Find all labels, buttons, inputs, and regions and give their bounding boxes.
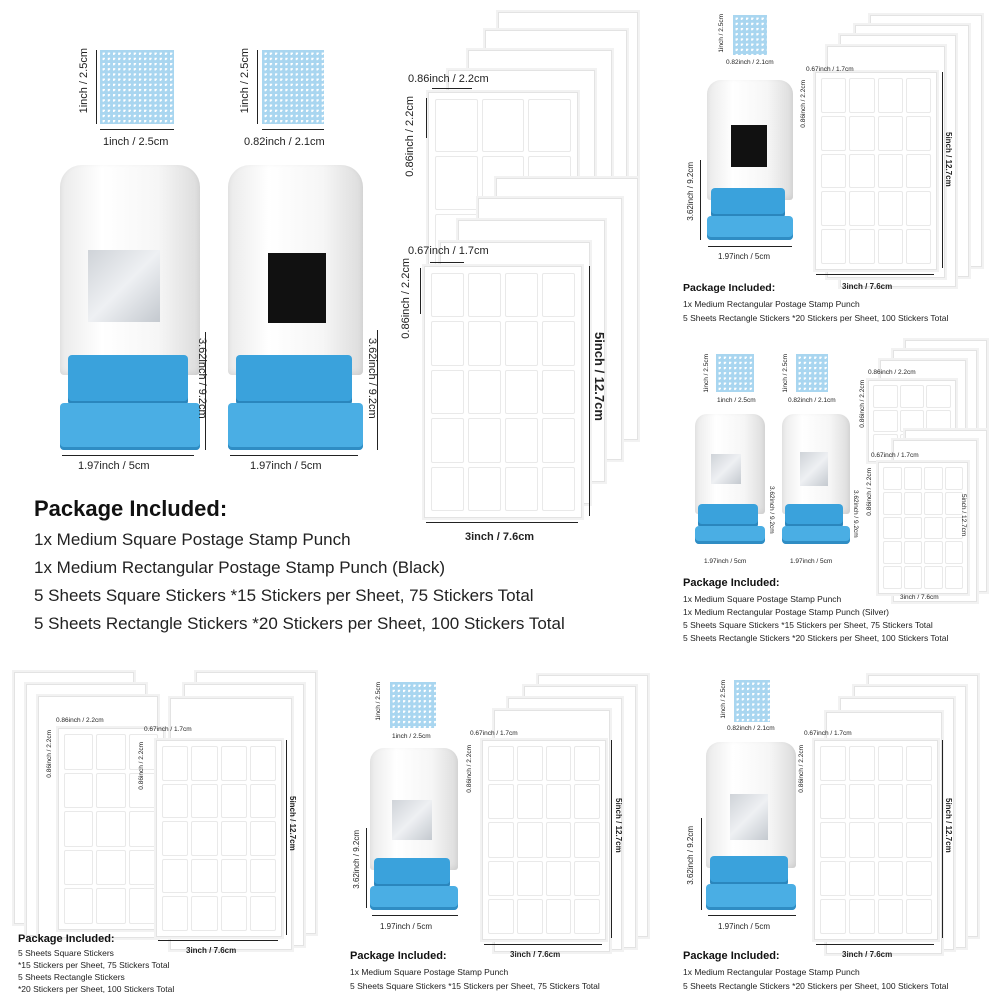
rectangle-sticker-sheet — [878, 462, 968, 594]
punch-width-label: 1.97inch / 5cm — [718, 252, 771, 261]
rect-punch-shape — [268, 253, 326, 323]
package-title: Package Included: — [683, 577, 780, 589]
rectangular-punch-silver — [706, 742, 796, 910]
dim-line — [372, 915, 458, 916]
rect-sheet-width-label: 3inch / 7.6cm — [510, 950, 561, 959]
rect-stamp-sample — [734, 680, 770, 722]
rectangle-sticker-sheet — [814, 740, 938, 940]
package-line: 5 Sheets Rectangle Stickers *20 Stickers per Sheet, 100 Stickers Total — [683, 313, 949, 323]
rectangle-sticker-sheet — [424, 266, 582, 518]
package-line: 1x Medium Square Postage Stamp Punch — [34, 530, 351, 549]
dim-line — [230, 455, 358, 456]
punch-height-label: 3.62inch / 9.2cm — [686, 162, 695, 221]
punch-width-label: 1.97inch / 5cm — [718, 922, 771, 931]
rect-sheet-height-label: 5inch / 12.7cm — [960, 494, 967, 537]
dim-line — [420, 268, 421, 314]
rect-stamp-sample — [796, 354, 828, 392]
dim-line — [432, 88, 472, 89]
package-line: 5 Sheets Square Stickers — [18, 948, 114, 958]
package-title: Package Included: — [683, 950, 780, 962]
stamp1-width-label: 1inch / 2.5cm — [103, 136, 169, 148]
dim-line — [430, 262, 464, 263]
rect-stamp-sample — [733, 15, 767, 55]
rect-cell-width-label: 0.67inch / 1.7cm — [804, 730, 852, 737]
square-stamp-sample — [716, 354, 754, 392]
stamp-height-label: 1inch / 2.5cm — [720, 680, 727, 719]
dim-line — [100, 129, 174, 130]
package-line: 5 Sheets Square Stickers *15 Stickers per Sheet, 75 Stickers Total — [34, 586, 534, 605]
dim-line — [426, 98, 427, 138]
punch-height-label: 3.62inch / 9.2cm — [352, 830, 361, 889]
punch-height-label: 3.62inch / 9.2cm — [686, 826, 695, 885]
rect-sheet-width-label: 3inch / 7.6cm — [465, 531, 535, 543]
dim-line — [942, 72, 943, 268]
rectangular-punch-black — [707, 80, 793, 240]
package-line: 5 Sheets Rectangle Stickers *20 Stickers per Sheet, 100 Stickers Total — [683, 981, 949, 991]
stamp-width-label: 0.82inch / 2.1cm — [726, 59, 774, 66]
square-cell-width-label: 0.86inch / 2.2cm — [868, 369, 916, 376]
rect-cell-width-label: 0.67inch / 1.7cm — [871, 452, 919, 459]
rect-cell-height-label: 0.86inch / 2.2cm — [798, 745, 805, 793]
square-stamp-sample — [100, 50, 174, 124]
punch1-height-label: 3.62inch / 9.2cm — [196, 338, 208, 419]
dim-line — [62, 455, 194, 456]
rect-cell-height-label: 0.86inch / 2.2cm — [138, 742, 145, 790]
rect-cell-width-label: 0.67inch / 1.7cm — [806, 66, 854, 73]
package-title: Package Included: — [350, 950, 447, 962]
package-title: Package Included: — [683, 282, 776, 294]
stamp2-width-label: 0.82inch / 2.1cm — [244, 136, 325, 148]
dim-line — [262, 129, 324, 130]
rectangular-punch-silver — [782, 414, 850, 544]
rectangle-sticker-sheet — [156, 740, 282, 937]
square-punch — [60, 165, 200, 450]
dim-line — [942, 740, 943, 938]
dim-line — [708, 246, 792, 247]
dim-line — [700, 160, 701, 240]
punch1-height-label: 3.62inch / 9.2cm — [768, 486, 775, 534]
square-sticker-sheet — [58, 728, 164, 930]
rectangle-sticker-sheet — [815, 72, 937, 270]
square-cell-width-label: 0.86inch / 2.2cm — [408, 73, 489, 85]
rect-cell-height-label: 0.86inch / 2.2cm — [400, 258, 412, 339]
punch2-height-label: 3.62inch / 9.2cm — [366, 338, 378, 419]
square-punch — [370, 748, 458, 910]
rect-sheet-height-label: 5inch / 12.7cm — [944, 132, 953, 187]
punch1-width-label: 1.97inch / 5cm — [704, 558, 747, 565]
package-title: Package Included: — [18, 933, 115, 945]
stamp1-height-label: 1inch / 2.5cm — [78, 48, 90, 114]
stamp1-height-label: 1inch / 2.5cm — [703, 354, 710, 393]
dim-line — [366, 828, 367, 908]
rect-sheet-width-label: 3inch / 7.6cm — [900, 594, 939, 601]
package-title: Package Included: — [34, 496, 228, 521]
package-line: *15 Stickers per Sheet, 75 Stickers Total — [18, 960, 170, 970]
square-punch — [695, 414, 765, 544]
square-cell-width-label: 0.86inch / 2.2cm — [56, 717, 104, 724]
rect-sheet-height-label: 5inch / 12.7cm — [944, 798, 953, 853]
dim-line — [484, 944, 602, 945]
package-line: 5 Sheets Rectangle Stickers — [18, 972, 125, 982]
rect-sheet-height-label: 5inch / 12.7cm — [288, 796, 297, 851]
package-line: 1x Medium Rectangular Postage Stamp Punch (Silver) — [683, 607, 889, 617]
rect-sheet-height-label: 5inch / 12.7cm — [614, 798, 623, 853]
rect-cell-width-label: 0.67inch / 1.7cm — [408, 245, 489, 257]
punch1-width-label: 1.97inch / 5cm — [78, 460, 150, 472]
dim-line — [286, 740, 287, 935]
package-line: 1x Medium Rectangular Postage Stamp Punch — [683, 299, 860, 309]
square-cell-height-label: 0.86inch / 2.2cm — [404, 96, 416, 177]
square-stamp-sample — [390, 682, 436, 728]
rectangle-sticker-sheet — [482, 740, 606, 940]
dim-line — [816, 274, 934, 275]
package-line: 1x Medium Square Postage Stamp Punch — [683, 594, 842, 604]
package-line: 5 Sheets Rectangle Stickers *20 Stickers per Sheet, 100 Stickers Total — [683, 633, 949, 643]
square-cell-height-label: 0.86inch / 2.2cm — [46, 730, 53, 778]
package-line: *20 Stickers per Sheet, 100 Stickers Total — [18, 984, 175, 994]
punch2-width-label: 1.97inch / 5cm — [790, 558, 833, 565]
dim-line — [589, 266, 590, 516]
square-cell-height-label: 0.86inch / 2.2cm — [859, 380, 866, 428]
stamp1-width-label: 1inch / 2.5cm — [717, 397, 756, 404]
package-line: 5 Sheets Square Stickers *15 Stickers per Sheet, 75 Stickers Total — [683, 620, 933, 630]
dim-line — [611, 740, 612, 938]
rect-cell-height-label: 0.86inch / 2.2cm — [800, 80, 807, 128]
stamp-width-label: 1inch / 2.5cm — [392, 733, 431, 740]
dim-line — [708, 915, 796, 916]
rect-sheet-width-label: 3inch / 7.6cm — [842, 282, 893, 291]
square-punch-shape — [88, 250, 160, 322]
punch2-height-label: 3.62inch / 9.2cm — [852, 490, 859, 538]
rect-sheet-width-label: 3inch / 7.6cm — [186, 946, 237, 955]
dim-line — [158, 940, 278, 941]
stamp-height-label: 1inch / 2.5cm — [375, 682, 382, 721]
stamp-height-label: 1inch / 2.5cm — [718, 14, 725, 53]
dim-line — [257, 50, 258, 124]
rect-stamp-sample — [262, 50, 324, 124]
dim-line — [426, 522, 578, 523]
package-line: 1x Medium Rectangular Postage Stamp Punch — [683, 967, 860, 977]
stamp-width-label: 0.82inch / 2.1cm — [727, 725, 775, 732]
dim-line — [96, 50, 97, 124]
package-line: 1x Medium Rectangular Postage Stamp Punch (Black) — [34, 558, 446, 577]
punch-width-label: 1.97inch / 5cm — [380, 922, 433, 931]
rect-cell-width-label: 0.67inch / 1.7cm — [144, 726, 192, 733]
package-line: 5 Sheets Rectangle Stickers *20 Stickers per Sheet, 100 Stickers Total — [34, 614, 565, 633]
punch2-width-label: 1.97inch / 5cm — [250, 460, 322, 472]
rectangular-punch-black — [228, 165, 363, 450]
rect-cell-height-label: 0.86inch / 2.2cm — [866, 468, 873, 516]
package-line: 1x Medium Square Postage Stamp Punch — [350, 967, 509, 977]
rect-cell-width-label: 0.67inch / 1.7cm — [470, 730, 518, 737]
package-line: 5 Sheets Square Stickers *15 Stickers per Sheet, 75 Stickers Total — [350, 981, 600, 991]
rect-cell-height-label: 0.86inch / 2.2cm — [466, 745, 473, 793]
dim-line — [816, 944, 934, 945]
dim-line — [701, 818, 702, 910]
stamp2-height-label: 1inch / 2.5cm — [782, 354, 789, 393]
rect-sheet-height-label: 5inch / 12.7cm — [592, 332, 607, 421]
stamp2-height-label: 1inch / 2.5cm — [239, 48, 251, 114]
stamp2-width-label: 0.82inch / 2.1cm — [788, 397, 836, 404]
rect-sheet-width-label: 3inch / 7.6cm — [842, 950, 893, 959]
